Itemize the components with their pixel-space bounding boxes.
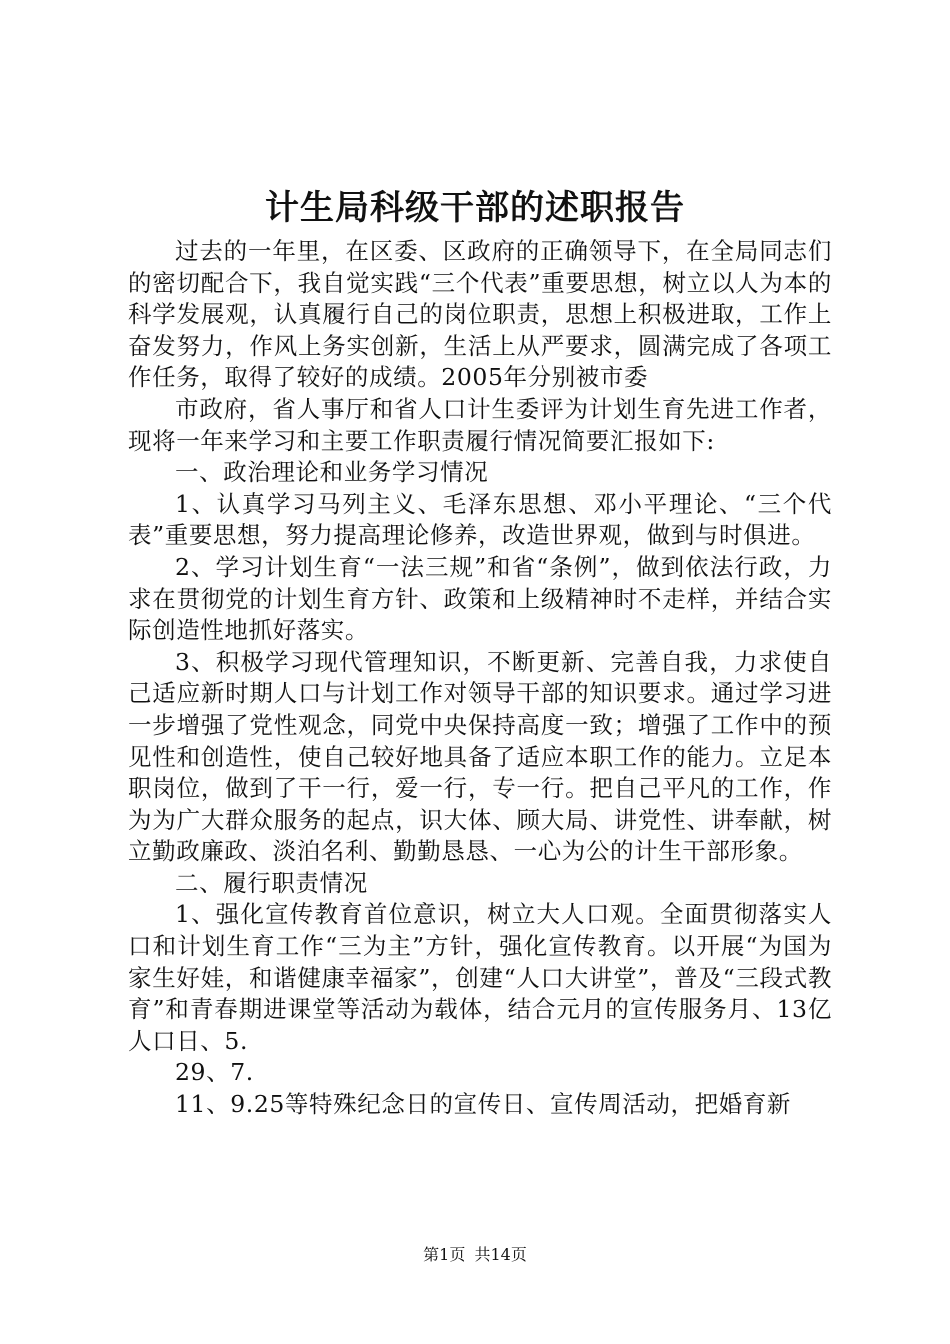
section-heading: 二、履行职责情况 (175, 868, 368, 897)
paragraph: 过去的一年里，在区委、区政府的正确领导下，在全局同志们的密切配合下，我自觉实践“三个代表”重要思想，树立以人为本的科学发展观，认真履行自己的岗位职责，思想上积极进取，工作上奋发努力，作风上务实创新，生活上从严要求，圆满完成了各项工作任务，取得了较好的成绩。2005年分别被市委 (128, 237, 832, 392)
paragraph: 11、9.25等特殊纪念日的宣传日、宣传周活动，把婚育新 (175, 1090, 792, 1119)
paragraph: 1、强化宣传教育首位意识，树立大人口观。全面贯彻落实人口和计划生育工作“三为主”方针，强化宣传教育。以开展“为国为家生好娃，和谐健康幸福家”，创建“人口大讲堂”，普及“三段式教育”和青春期进课堂等活动为载体，结合元月的宣传服务月、13亿人口日、5. (128, 900, 832, 1055)
paragraph: 市政府，省人事厅和省人口计生委评为计划生育先进工作者，现将一年来学习和主要工作职责履行情况简要汇报如下: (128, 394, 832, 455)
document-title: 计生局科级干部的述职报告 (265, 188, 685, 228)
page-total: 共14页 (474, 1245, 527, 1264)
paragraph: 1、认真学习马列主义、毛泽东思想、邓小平理论、“三个代表”重要思想，努力提高理论修养，改造世界观，做到与时俱进。 (128, 489, 832, 550)
section-heading: 一、政治理论和业务学习情况 (175, 458, 489, 487)
paragraph: 2、学习计划生育“一法三规”和省“条例”，做到依法行政，力求在贯彻党的计划生育方针、政策和上级精神时不走样，并结合实际创造性地抓好落实。 (128, 552, 832, 645)
document-body (128, 236, 832, 1121)
page-footer (0, 1244, 950, 1266)
paragraph: 3、积极学习现代管理知识，不断更新、完善自我，力求使自己适应新时期人口与计划工作对领导干部的知识要求。通过学习进一步增强了党性观念，同党中央保持高度一致；增强了工作中的预见性和创造性，使自己较好地具备了适应本职工作的能力。立足本职岗位，做到了干一行，爱一行，专一行。把自己平凡的工作，作为为广大群众服务的起点，识大体、顾大局、讲党性、讲奉献，树立勤政廉政、淡泊名利、勤勤恳恳、一心为公的计生干部形象。 (128, 647, 832, 866)
paragraph: 29、7. (175, 1058, 254, 1087)
page-number: 第1页 (423, 1245, 466, 1264)
